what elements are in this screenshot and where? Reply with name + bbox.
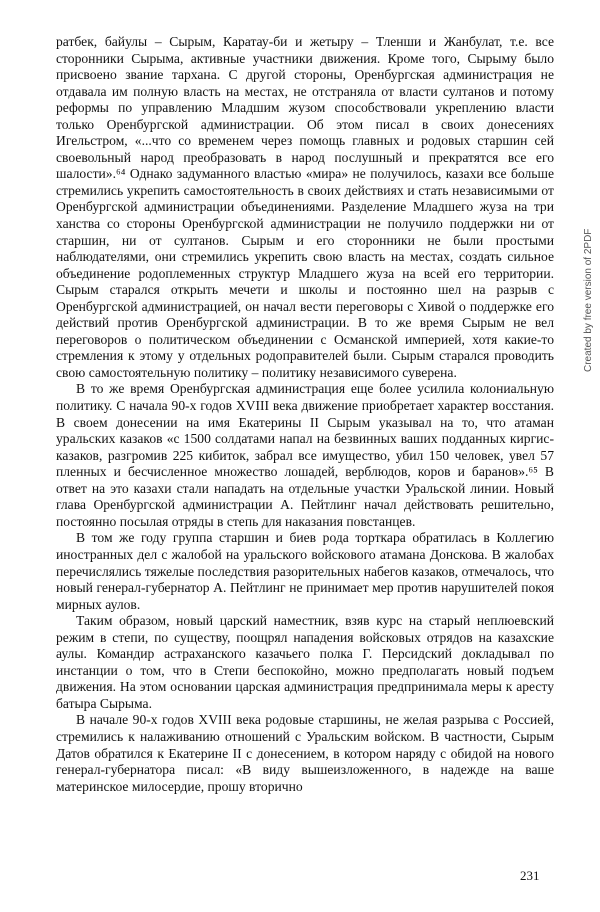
paragraph-1: ратбек, байулы – Сырым, Каратау-би и жетыру – Тленши и Жанбулат, т.е. все сторонники Сырыма, активные участники движения. Кроме того, Сырыму было присвоено звание тархана. С другой стороны, Оренбургская администрация не отдавала им полную власть на местах, не отстраняла от власти султанов и потому реформы по управлению Младшим жузом способствовали укреплению власти только Оренбургской администрации. Об этом писал в своих донесениях Игельстром, «...что со временем через помощь главных и родовых старшин сей своевольный народ преобразовать в народ послушный и прекратятся все его шалости».⁶⁴ Однако задуманного властью «мира» не получилось, казахи все больше стремились укрепить самостоятельность в своих действиях и стать независимыми от Оренбургской администрации объединениями. Разделение Младшего жуза на три ханства со стороны Оренбургской администрации не получило поддержки ни от старшин, ни от султанов. Сырым и его сторонники не были простыми наблюдателями, они стремились укрепить свою власть на местах, создать сильное объединение родоплеменных структур Младшего жуза на всей его территории. Сырым старался открыть мечети и школы и постоянно шел на разрыв с Оренбургской администрацией, он начал вести переговоры с Хивой о поддержке его действий против Оренбургской администрации. В то же время Сырым не вел переговоров о политическом объединении с Османской империей, хотя какие-то стремления к этому у отдельных родоправителей были. Сырым старался проводить свою самостоятельную политику – политику независимого суверена. xyxy=(56,34,554,380)
page-number: 231 xyxy=(520,868,540,883)
page-body xyxy=(56,34,554,795)
paragraph-4: Таким образом, новый царский наместник, взяв курс на старый неплюевский режим в степи, по существу, поощрял нападения войсковых отрядов на казахские аулы. Командир астраханского казачьего полка Г. Персидский докладывал по инстанции о том, что в Степи беспокойно, можно предполагать новый подъем движения. На этом основании царская администрация предпринимала меры к аресту батыра Сырыма. xyxy=(56,613,554,711)
paragraph-5: В начале 90-х годов XVIII века родовые старшины, не желая разрыва с Россией, стремились к налаживанию отношений с Уральским войском. В частности, Сырым Датов обратился к Екатерине II с донесением, в котором наряду с обидой на нового генерал-губернатора писал: «В виду вышеизложенного, в надежде на ваше материнское милосердие, прошу вторично xyxy=(56,712,554,794)
paragraph-3: В том же году группа старшин и биев рода торткара обратилась в Коллегию иностранных дел с жалобой на уральского войскового атамана Донскова. В жалобах перечислялись тяжелые последствия разорительных набегов казаков, отмечалось, что новый генерал-губернатор А. Пейтлинг не принимает мер против нарушителей покоя мирных аулов. xyxy=(56,530,554,612)
paragraph-2: В то же время Оренбургская администрация еще более усилила колониальную политику. С начала 90-х годов XVIII века движение приобретает характер восстания. В своем донесении на имя Екатерины II Сырым указывал на то, что атаман уральских казаков «с 1500 солдатами напал на безвинных ваших подданных киргис-казаков, разгромив 225 кибиток, забрал все имущество, убил 150 человек, увел 57 пленных и бесчисленное множество лошадей, верблюдов, коров и баранов».⁶⁵ В ответ на это казахи стали нападать на отдельные участки Уральской линии. Новый глава Оренбургской администрации А. Пейтлинг начал действовать решительно, постоянно посылая отряды в степь для наказания повстанцев. xyxy=(56,381,554,529)
watermark-side-note xyxy=(583,212,595,372)
watermark-text: Created by free version of 2PDF xyxy=(583,228,594,372)
